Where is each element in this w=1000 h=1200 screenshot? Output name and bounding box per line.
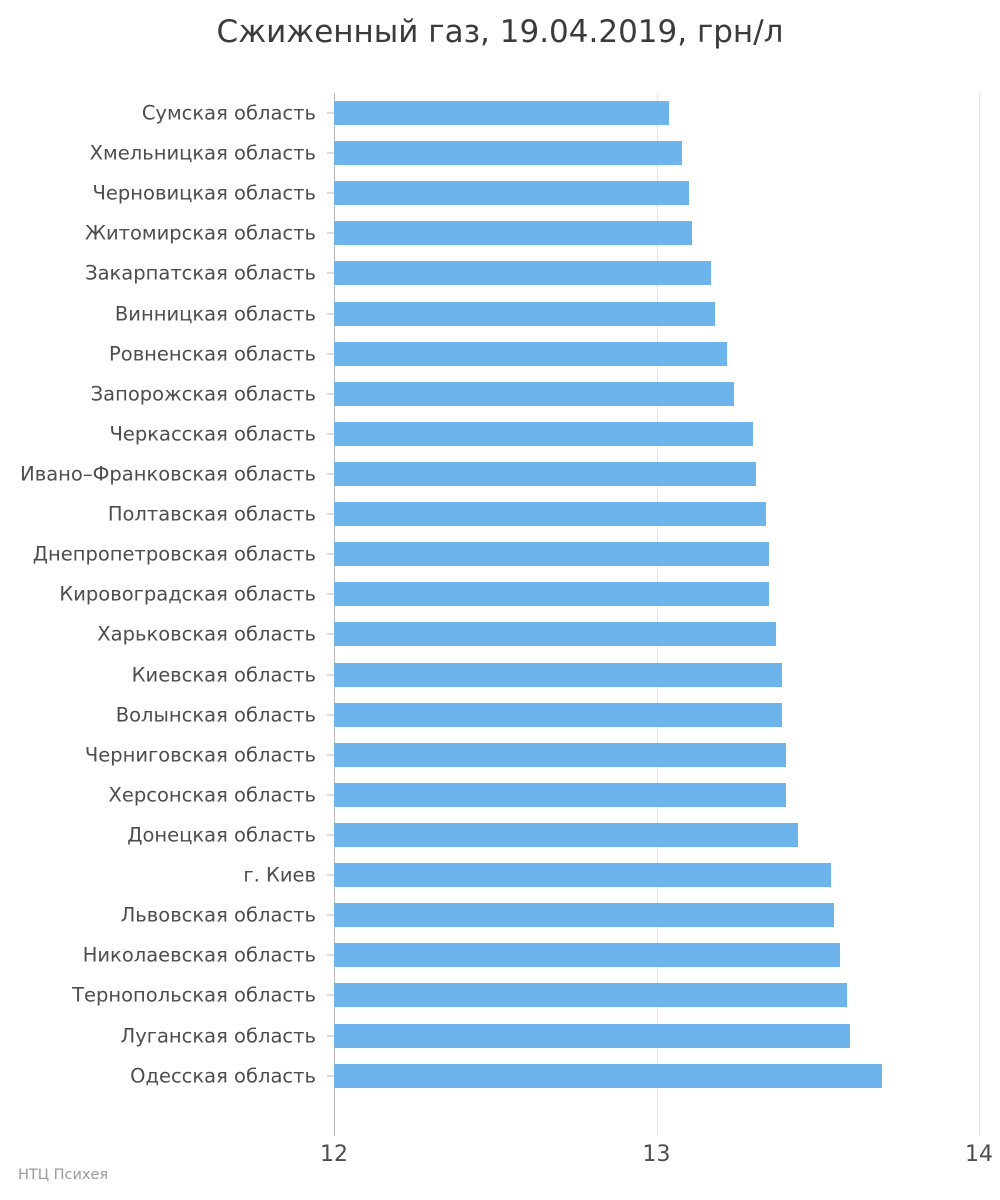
- bar-row: [120, 895, 979, 935]
- category-label: Сумская область: [141, 101, 316, 125]
- y-axis-tick: [327, 674, 334, 675]
- bar: [334, 141, 682, 165]
- y-axis-tick: [327, 794, 334, 795]
- category-label: г. Киев: [243, 863, 316, 887]
- y-axis-tick: [327, 995, 334, 996]
- bar-row: [109, 334, 979, 374]
- bar-row: [115, 695, 979, 735]
- category-label: Киевская область: [131, 663, 316, 687]
- category-label: Запорожская область: [90, 382, 316, 406]
- y-axis-tick: [327, 754, 334, 755]
- category-label: Черниговская область: [84, 743, 316, 767]
- bar: [334, 342, 727, 366]
- category-label: Волынская область: [115, 703, 316, 727]
- y-axis-tick: [327, 113, 334, 114]
- bar-row: [141, 93, 979, 133]
- y-axis-tick: [327, 514, 334, 515]
- category-label: Тернопольская область: [72, 983, 316, 1007]
- x-axis-tick-labels: [320, 1142, 993, 1182]
- category-label: Черновицкая область: [92, 181, 316, 205]
- bar-row: [59, 574, 979, 614]
- bar-row: [72, 975, 979, 1015]
- bar: [334, 703, 782, 727]
- category-label: Луганская область: [120, 1024, 316, 1048]
- bar: [334, 903, 834, 927]
- bar: [334, 1024, 850, 1048]
- y-axis-tick: [327, 153, 334, 154]
- bar-row: [92, 173, 979, 213]
- bar: [334, 663, 782, 687]
- category-label: Полтавская область: [107, 502, 316, 526]
- category-label: Харьковская область: [97, 622, 316, 646]
- bar-row: [130, 1056, 979, 1096]
- bar-row: [107, 494, 979, 534]
- plot-area: [20, 93, 979, 1136]
- y-axis-tick: [327, 273, 334, 274]
- chart-title: Сжиженный газ, 19.04.2019, грн/л: [216, 14, 784, 50]
- bar: [334, 863, 831, 887]
- bar: [334, 1064, 882, 1088]
- bar-row: [243, 855, 979, 895]
- bar: [334, 221, 692, 245]
- bar-row: [20, 454, 979, 494]
- bar-row: [84, 213, 979, 253]
- category-label: Николаевская область: [82, 943, 316, 967]
- x-tick-label: 14: [965, 1142, 993, 1167]
- category-label: Закарпатская область: [85, 261, 316, 285]
- bar: [334, 743, 786, 767]
- x-tick-label: 13: [642, 1142, 671, 1167]
- category-label: Ровненская область: [109, 342, 316, 366]
- bar-row: [90, 374, 979, 414]
- category-label: Винницкая область: [114, 302, 316, 326]
- bar: [334, 261, 711, 285]
- bar-row: [89, 133, 979, 173]
- y-axis-tick: [327, 634, 334, 635]
- bar-row: [84, 735, 979, 775]
- y-axis-tick: [327, 313, 334, 314]
- y-axis-tick: [327, 393, 334, 394]
- bar-rows: [20, 93, 979, 1136]
- bar-row: [32, 534, 979, 574]
- y-axis-tick: [327, 353, 334, 354]
- y-axis-tick: [327, 193, 334, 194]
- y-axis-tick: [327, 915, 334, 916]
- bar: [334, 943, 840, 967]
- x-tick-label: 12: [320, 1142, 348, 1167]
- y-axis-tick: [327, 1075, 334, 1076]
- category-label: Одесская область: [130, 1064, 316, 1088]
- bar-row: [120, 1016, 979, 1056]
- bar: [334, 422, 753, 446]
- bar-row: [109, 414, 979, 454]
- bar: [334, 582, 769, 606]
- gridline: [979, 93, 980, 1136]
- bar-row: [82, 935, 979, 975]
- bar: [334, 302, 715, 326]
- credit-label: НТЦ Психея: [18, 1167, 109, 1183]
- y-axis-tick: [327, 433, 334, 434]
- bar: [334, 542, 769, 566]
- y-axis-tick: [327, 875, 334, 876]
- y-axis-tick: [327, 554, 334, 555]
- bar: [334, 622, 776, 646]
- bar-row: [85, 253, 979, 293]
- category-label: Херсонская область: [108, 783, 316, 807]
- bar-row: [114, 294, 979, 334]
- bar: [334, 502, 766, 526]
- category-label: Ивано–Франковская область: [20, 462, 316, 486]
- bar: [334, 823, 798, 847]
- category-label: Днепропетровская область: [32, 542, 316, 566]
- y-axis-tick: [327, 1035, 334, 1036]
- y-axis-tick: [327, 955, 334, 956]
- category-label: Кировоградская область: [59, 582, 316, 606]
- category-label: Житомирская область: [84, 221, 316, 245]
- category-label: Черкасская область: [109, 422, 316, 446]
- bar: [334, 983, 847, 1007]
- category-label: Хмельницкая область: [89, 141, 316, 165]
- bar: [334, 181, 689, 205]
- y-axis-tick: [327, 594, 334, 595]
- y-axis-tick: [327, 233, 334, 234]
- y-axis-tick: [327, 714, 334, 715]
- y-axis-tick: [327, 835, 334, 836]
- bar-row: [127, 815, 979, 855]
- bar: [334, 101, 669, 125]
- category-label: Львовская область: [120, 903, 316, 927]
- bar: [334, 783, 786, 807]
- bar-row: [108, 775, 979, 815]
- bar-row: [131, 655, 979, 695]
- y-axis-tick: [327, 474, 334, 475]
- bar: [334, 382, 734, 406]
- bar: [334, 462, 756, 486]
- category-label: Донецкая область: [127, 823, 316, 847]
- bar-row: [97, 614, 979, 654]
